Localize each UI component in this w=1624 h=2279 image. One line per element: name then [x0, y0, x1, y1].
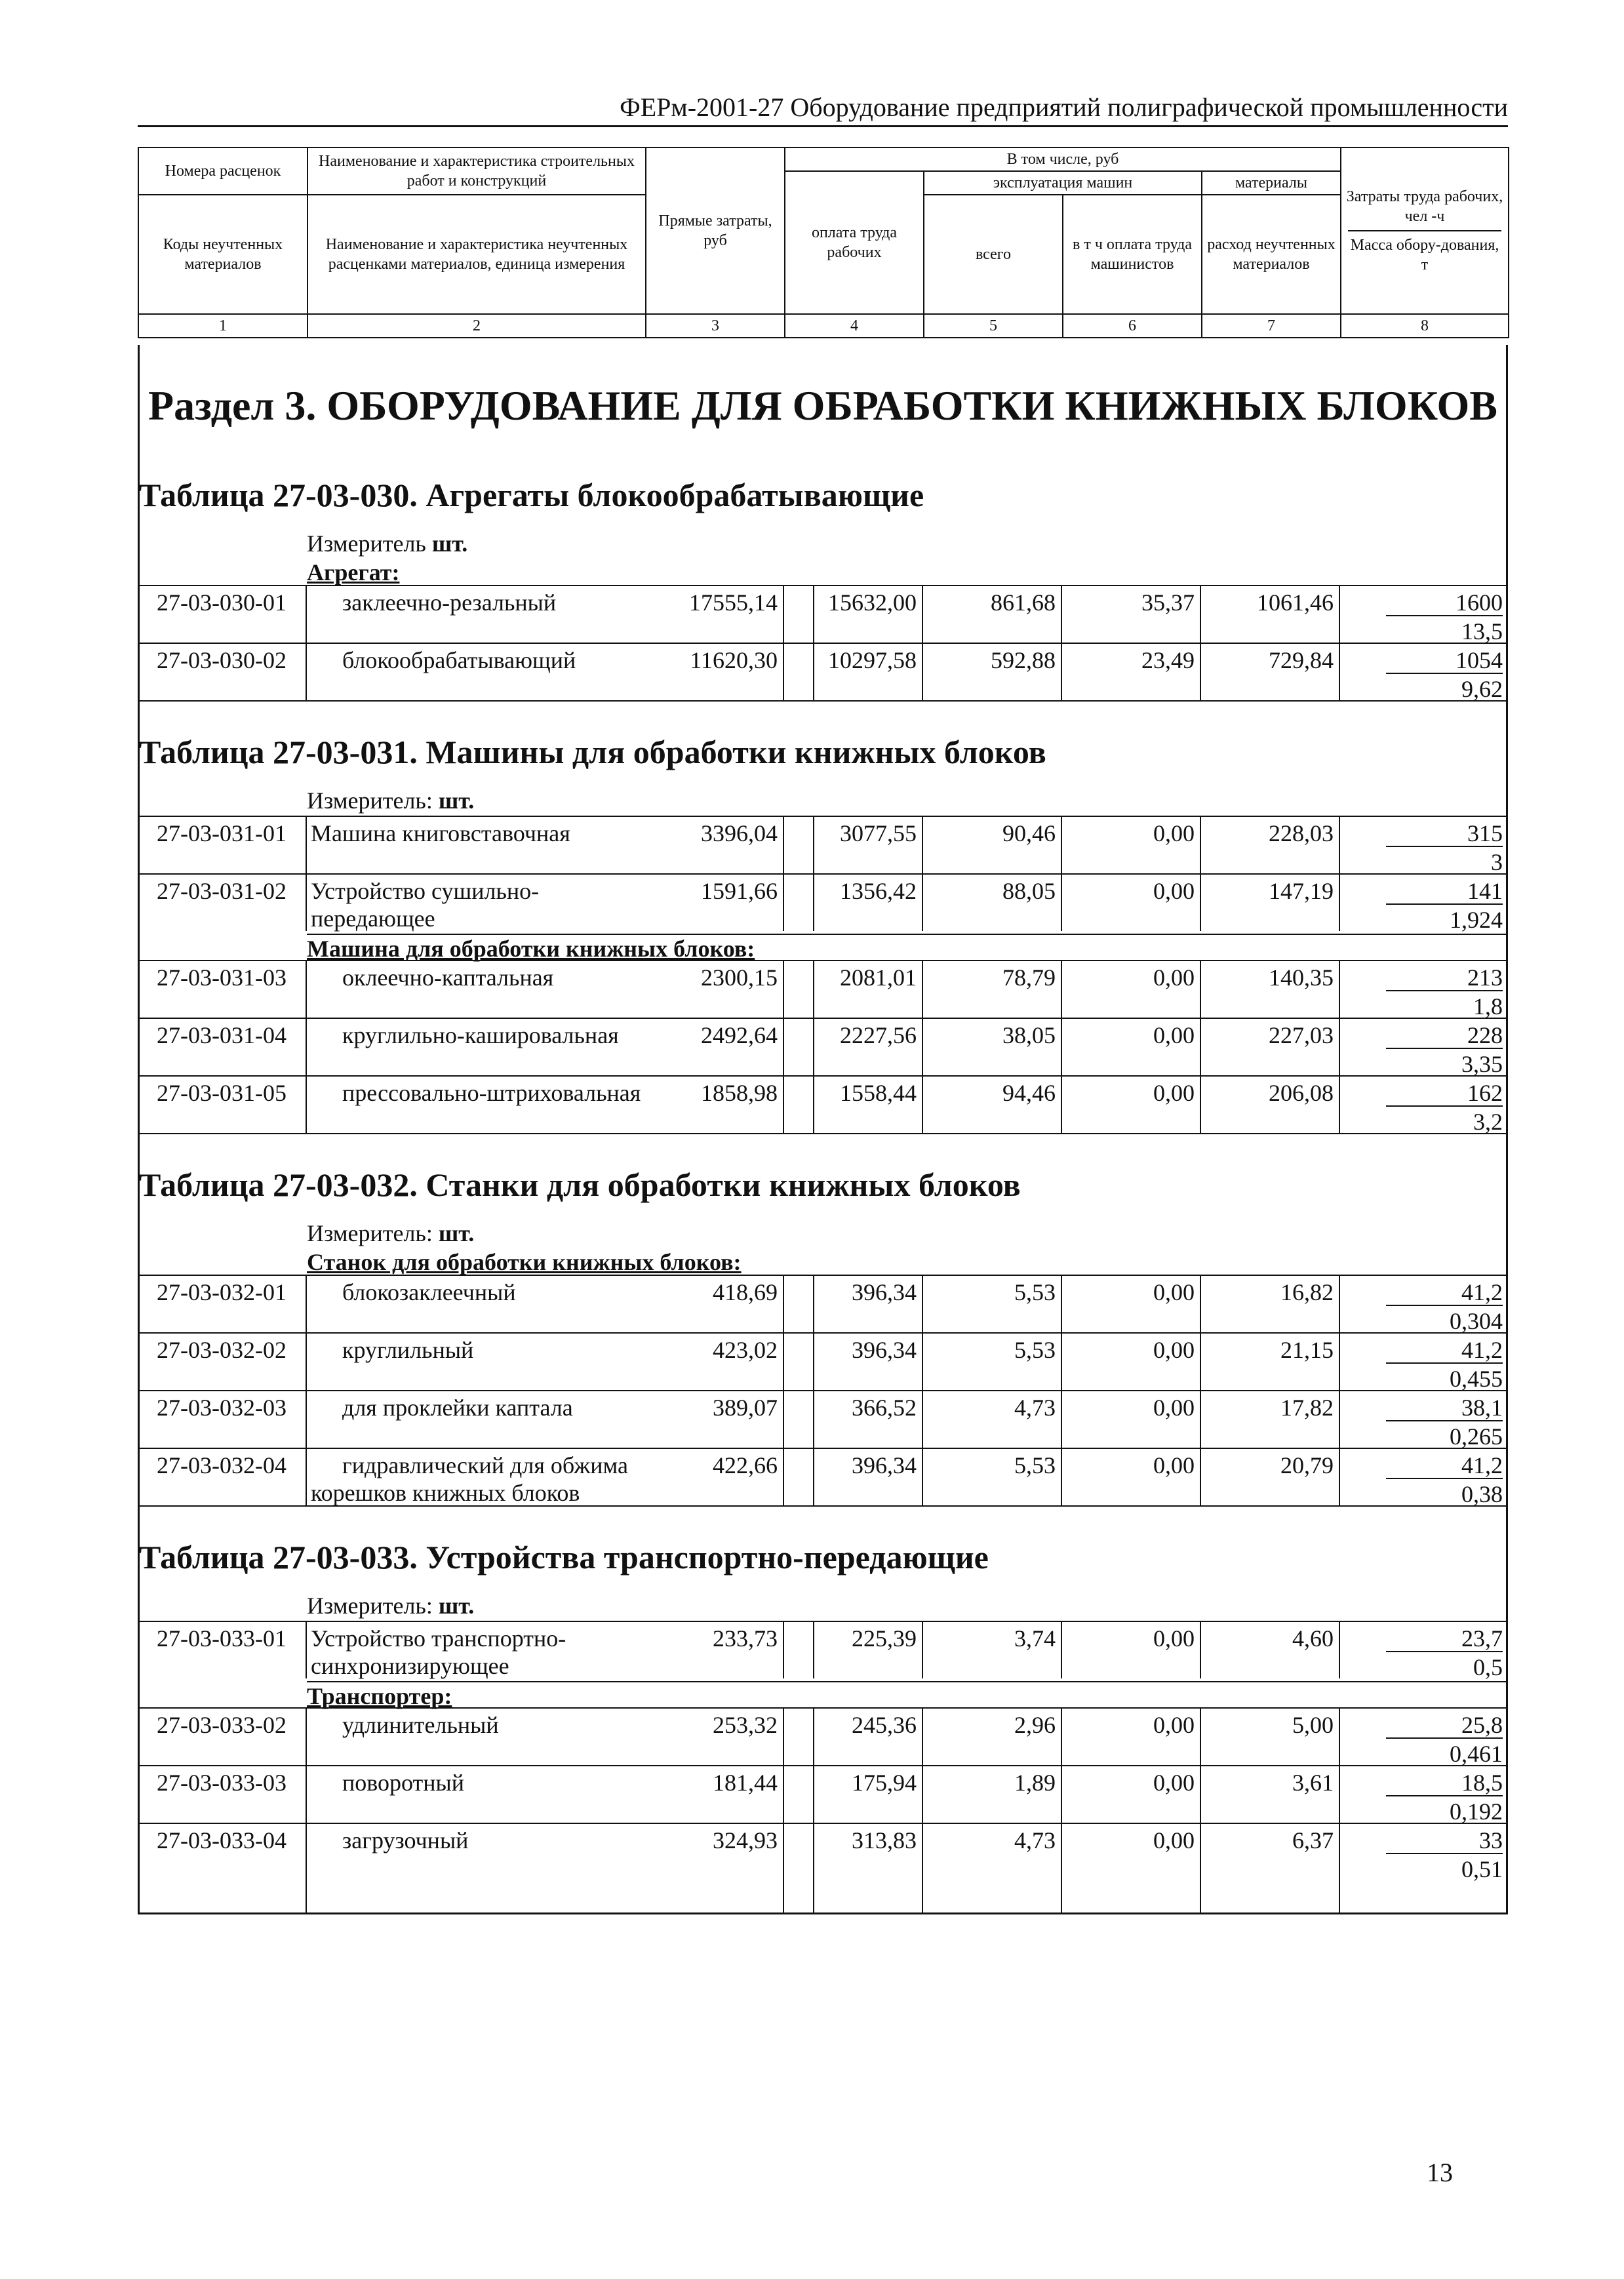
row-labor: 2081,01	[784, 961, 923, 1018]
row-labor: 225,39	[784, 1622, 923, 1678]
header-num: 4	[785, 314, 924, 338]
row-hours-mass	[1340, 1276, 1508, 1332]
row-labor: 366,52	[784, 1391, 923, 1448]
row-mass: 0,455	[1450, 1366, 1503, 1392]
row-machines: 3,74	[923, 1622, 1062, 1678]
header-num: 5	[924, 314, 1063, 338]
row-machines: 38,05	[923, 1019, 1062, 1075]
row-name: Машина книговставочная	[307, 817, 814, 873]
row-hours: 41,2	[1386, 1276, 1503, 1306]
row-labor: 2227,56	[784, 1019, 923, 1075]
header-col5: всего	[924, 195, 1063, 314]
row-code: 27-03-031-05	[138, 1077, 307, 1133]
subheader: Транспортер:	[307, 1681, 1508, 1710]
row-labor: 10297,58	[784, 644, 923, 700]
row-direct: 2492,64	[645, 1019, 784, 1075]
row-code: 27-03-032-01	[138, 1276, 307, 1332]
row-direct: 3396,04	[645, 817, 784, 873]
row-machines: 90,46	[923, 817, 1062, 873]
header-machines: эксплуатация машин	[924, 171, 1202, 195]
row-machines: 5,53	[923, 1334, 1062, 1390]
table-title: Таблица 27-03-030. Агрегаты блокообрабатывающие	[139, 477, 924, 513]
table-row	[138, 816, 1508, 873]
row-labor: 175,94	[784, 1766, 923, 1823]
row-machinists: 0,00	[1062, 1622, 1201, 1678]
row-direct: 1858,98	[645, 1077, 784, 1133]
row-mass: 1,8	[1473, 993, 1503, 1020]
row-direct: 11620,30	[645, 644, 784, 700]
row-name-line: передающее	[311, 905, 435, 932]
row-machinists: 0,00	[1062, 875, 1201, 931]
row-hours: 23,7	[1386, 1622, 1503, 1652]
row-machinists: 23,49	[1062, 644, 1201, 700]
row-materials: 16,82	[1201, 1276, 1340, 1332]
row-direct: 253,32	[645, 1709, 784, 1765]
row-materials: 5,00	[1201, 1709, 1340, 1765]
row-hours: 213	[1386, 961, 1503, 991]
table-title: Таблица 27-03-033. Устройства транспортно-передающие	[139, 1539, 989, 1575]
row-mass: 3,35	[1461, 1051, 1503, 1077]
row-hours-mass	[1340, 644, 1508, 700]
row-machines: 5,53	[923, 1449, 1062, 1505]
row-labor: 396,34	[784, 1334, 923, 1390]
row-machinists: 0,00	[1062, 1077, 1201, 1133]
header-num: 3	[646, 314, 785, 338]
row-mass: 3	[1491, 849, 1503, 875]
row-hours-mass	[1340, 817, 1508, 873]
header-group: В том числе, руб	[785, 148, 1341, 171]
table-row	[138, 1823, 1508, 1914]
header-num: 6	[1063, 314, 1202, 338]
row-machinists: 0,00	[1062, 961, 1201, 1018]
row-name: поворотный	[307, 1766, 814, 1823]
row-direct: 423,02	[645, 1334, 784, 1390]
row-direct: 181,44	[645, 1766, 784, 1823]
row-machines: 1,89	[923, 1766, 1062, 1823]
row-hours-mass	[1340, 1334, 1508, 1390]
row-machines: 94,46	[923, 1077, 1062, 1133]
table-row	[138, 1018, 1508, 1075]
row-hours: 25,8	[1386, 1709, 1503, 1739]
row-hours: 18,5	[1386, 1766, 1503, 1796]
row-mass: 13,5	[1461, 618, 1503, 644]
row-name-line: Устройство сушильно-	[311, 878, 540, 904]
row-hours: 41,2	[1386, 1334, 1503, 1364]
row-hours-mass	[1340, 961, 1508, 1018]
header-col3: Прямые затраты, руб	[646, 148, 785, 314]
row-mass: 0,192	[1450, 1798, 1503, 1825]
table-row	[138, 960, 1508, 1018]
row-direct: 2300,15	[645, 961, 784, 1018]
meter: Измеритель шт.	[307, 530, 468, 557]
header-col8-bottom: Масса обору-дования, т	[1348, 230, 1501, 275]
row-name-line: гидравлический для обжима	[342, 1452, 628, 1478]
row-machines: 4,73	[923, 1391, 1062, 1448]
row-machinists: 0,00	[1062, 1709, 1201, 1765]
header-col8-top: Затраты труда рабочих, чел -ч	[1346, 188, 1503, 225]
row-direct: 418,69	[645, 1276, 784, 1332]
row-machinists: 0,00	[1062, 1019, 1201, 1075]
table-divider	[138, 1505, 1508, 1507]
subheader: Станок для обработки книжных блоков:	[307, 1249, 742, 1275]
row-direct: 422,66	[645, 1449, 784, 1505]
subheader: Машина для обработки книжных блоков:	[307, 934, 1508, 962]
row-mass: 0,5	[1473, 1654, 1503, 1680]
table-row	[138, 1765, 1508, 1823]
row-hours: 315	[1386, 817, 1503, 847]
row-mass: 3,2	[1473, 1109, 1503, 1135]
row-labor: 245,36	[784, 1709, 923, 1765]
row-hours-mass	[1340, 1077, 1508, 1133]
row-machines: 78,79	[923, 961, 1062, 1018]
row-machines: 88,05	[923, 875, 1062, 931]
meter: Измеритель: шт.	[307, 1593, 475, 1619]
row-materials: 206,08	[1201, 1077, 1340, 1133]
row-machinists: 0,00	[1062, 1334, 1201, 1390]
row-materials: 729,84	[1201, 644, 1340, 700]
row-hours-mass	[1340, 586, 1508, 643]
row-labor: 313,83	[784, 1824, 923, 1914]
row-code: 27-03-033-04	[138, 1824, 307, 1914]
row-materials: 4,60	[1201, 1622, 1340, 1678]
row-mass: 0,38	[1461, 1481, 1503, 1507]
row-machines: 4,73	[923, 1824, 1062, 1914]
header-col4: оплата труда рабочих	[785, 171, 924, 314]
row-materials: 147,19	[1201, 875, 1340, 931]
row-materials: 17,82	[1201, 1391, 1340, 1448]
row-hours-mass	[1340, 875, 1508, 931]
row-hours: 38,1	[1386, 1391, 1503, 1421]
row-direct: 233,73	[645, 1622, 784, 1678]
table-row	[138, 1390, 1508, 1448]
row-hours-mass	[1340, 1622, 1508, 1678]
row-labor: 396,34	[784, 1449, 923, 1505]
row-machines: 5,53	[923, 1276, 1062, 1332]
table-row	[138, 643, 1508, 700]
row-materials: 140,35	[1201, 961, 1340, 1018]
row-labor: 1558,44	[784, 1077, 923, 1133]
row-mass: 0,51	[1461, 1856, 1503, 1882]
row-machines: 2,96	[923, 1709, 1062, 1765]
row-hours: 1600	[1386, 586, 1503, 616]
row-mass: 1,924	[1450, 907, 1503, 933]
section-title: Раздел 3. ОБОРУДОВАНИЕ ДЛЯ ОБРАБОТКИ КНИЖНЫХ БЛОКОВ	[148, 382, 1497, 429]
row-materials: 227,03	[1201, 1019, 1340, 1075]
row-code: 27-03-032-02	[138, 1334, 307, 1390]
row-materials: 20,79	[1201, 1449, 1340, 1505]
header-num: 8	[1341, 314, 1509, 338]
meter: Измеритель: шт.	[307, 1220, 475, 1246]
row-materials: 6,37	[1201, 1824, 1340, 1914]
header-col6: в т ч оплата труда машинистов	[1063, 195, 1202, 314]
row-code: 27-03-030-01	[138, 586, 307, 643]
row-code: 27-03-032-03	[138, 1391, 307, 1448]
table-row	[138, 585, 1508, 643]
row-code: 27-03-031-02	[138, 875, 307, 931]
row-name-line: Устройство транспортно-	[311, 1625, 566, 1652]
row-hours-mass	[1340, 1391, 1508, 1448]
row-mass: 0,304	[1450, 1308, 1503, 1334]
row-direct: 1591,66	[645, 875, 784, 931]
page-number: 13	[1427, 2158, 1453, 2187]
row-hours-mass	[1340, 1019, 1508, 1075]
row-hours-mass	[1340, 1766, 1508, 1823]
row-labor: 396,34	[784, 1276, 923, 1332]
header-col8	[1341, 148, 1509, 314]
row-code: 27-03-033-03	[138, 1766, 307, 1823]
header-num: 2	[307, 314, 646, 338]
row-hours: 33	[1386, 1824, 1503, 1854]
table-row	[138, 1448, 1508, 1505]
row-hours: 141	[1386, 875, 1503, 905]
header-col1-top: Номера расценок	[138, 148, 307, 195]
row-code: 27-03-033-02	[138, 1709, 307, 1765]
header-col7: расход неучтенных материалов	[1202, 195, 1341, 314]
row-name: круглильный	[307, 1334, 814, 1390]
row-code: 27-03-031-01	[138, 817, 307, 873]
row-machinists: 0,00	[1062, 1824, 1201, 1914]
row-hours: 41,2	[1386, 1449, 1503, 1479]
row-name: для проклейки каптала	[307, 1391, 814, 1448]
header-num: 1	[138, 314, 307, 338]
row-labor: 3077,55	[784, 817, 923, 873]
row-name: блокозаклеечный	[307, 1276, 814, 1332]
header-col1-bottom: Коды неучтенных материалов	[138, 195, 307, 314]
table-divider	[138, 700, 1508, 702]
row-materials: 3,61	[1201, 1766, 1340, 1823]
row-machines: 592,88	[923, 644, 1062, 700]
row-hours: 162	[1386, 1077, 1503, 1107]
row-hours-mass	[1340, 1824, 1508, 1914]
header-col2-bottom: Наименование и характеристика неучтенных расценками материалов, единица измерения	[307, 195, 646, 314]
row-mass: 0,265	[1450, 1423, 1503, 1450]
row-hours: 228	[1386, 1019, 1503, 1049]
table-row	[138, 1275, 1508, 1332]
row-code: 27-03-031-04	[138, 1019, 307, 1075]
row-name: удлинительный	[307, 1709, 814, 1765]
table-row	[138, 873, 1508, 931]
row-code: 27-03-030-02	[138, 644, 307, 700]
row-hours: 1054	[1386, 644, 1503, 674]
row-direct: 17555,14	[645, 586, 784, 643]
row-machinists: 0,00	[1062, 1391, 1201, 1448]
row-materials: 1061,46	[1201, 586, 1340, 643]
row-mass: 0,461	[1450, 1741, 1503, 1767]
row-code: 27-03-031-03	[138, 961, 307, 1018]
row-labor: 15632,00	[784, 586, 923, 643]
column-header-table	[138, 147, 1509, 338]
row-name-line: корешков книжных блоков	[311, 1480, 580, 1507]
row-name-line: синхронизирующее	[311, 1653, 509, 1680]
table-title: Таблица 27-03-032. Станки для обработки книжных блоков	[139, 1166, 1021, 1203]
table-row	[138, 1075, 1508, 1133]
table-title: Таблица 27-03-031. Машины для обработки книжных блоков	[139, 734, 1046, 770]
header-num: 7	[1202, 314, 1341, 338]
row-code: 27-03-032-04	[138, 1449, 307, 1505]
row-hours-mass	[1340, 1709, 1508, 1765]
row-name: заклеечно-резальный	[307, 586, 814, 643]
running-head: ФЕРм-2001-27 Оборудование предприятий полиграфической промышленности	[138, 92, 1508, 127]
row-machinists: 35,37	[1062, 586, 1201, 643]
header-col2-top: Наименование и характеристика строительных работ и конструкций	[307, 148, 646, 195]
row-materials: 21,15	[1201, 1334, 1340, 1390]
table-row	[138, 1707, 1508, 1765]
row-machinists: 0,00	[1062, 817, 1201, 873]
row-direct: 324,93	[645, 1824, 784, 1914]
row-name: круглильно-кашировальная	[307, 1019, 814, 1075]
row-code: 27-03-033-01	[138, 1622, 307, 1678]
row-machines: 861,68	[923, 586, 1062, 643]
row-name: прессовально-штриховальная	[307, 1077, 814, 1133]
row-mass: 9,62	[1461, 676, 1503, 702]
row-machinists: 0,00	[1062, 1449, 1201, 1505]
subheader: Агрегат:	[307, 559, 400, 585]
row-labor: 1356,42	[784, 875, 923, 931]
table-row	[138, 1332, 1508, 1390]
header-materials: материалы	[1202, 171, 1341, 195]
row-name: блокообрабатывающий	[307, 644, 814, 700]
row-direct: 389,07	[645, 1391, 784, 1448]
row-name: оклеечно-каптальная	[307, 961, 814, 1018]
meter: Измеритель: шт.	[307, 787, 475, 814]
table-row	[138, 1621, 1508, 1678]
row-machinists: 0,00	[1062, 1766, 1201, 1823]
row-machinists: 0,00	[1062, 1276, 1201, 1332]
row-materials: 228,03	[1201, 817, 1340, 873]
row-name: загрузочный	[307, 1824, 814, 1914]
table-divider	[138, 1133, 1508, 1134]
row-hours-mass	[1340, 1449, 1508, 1505]
